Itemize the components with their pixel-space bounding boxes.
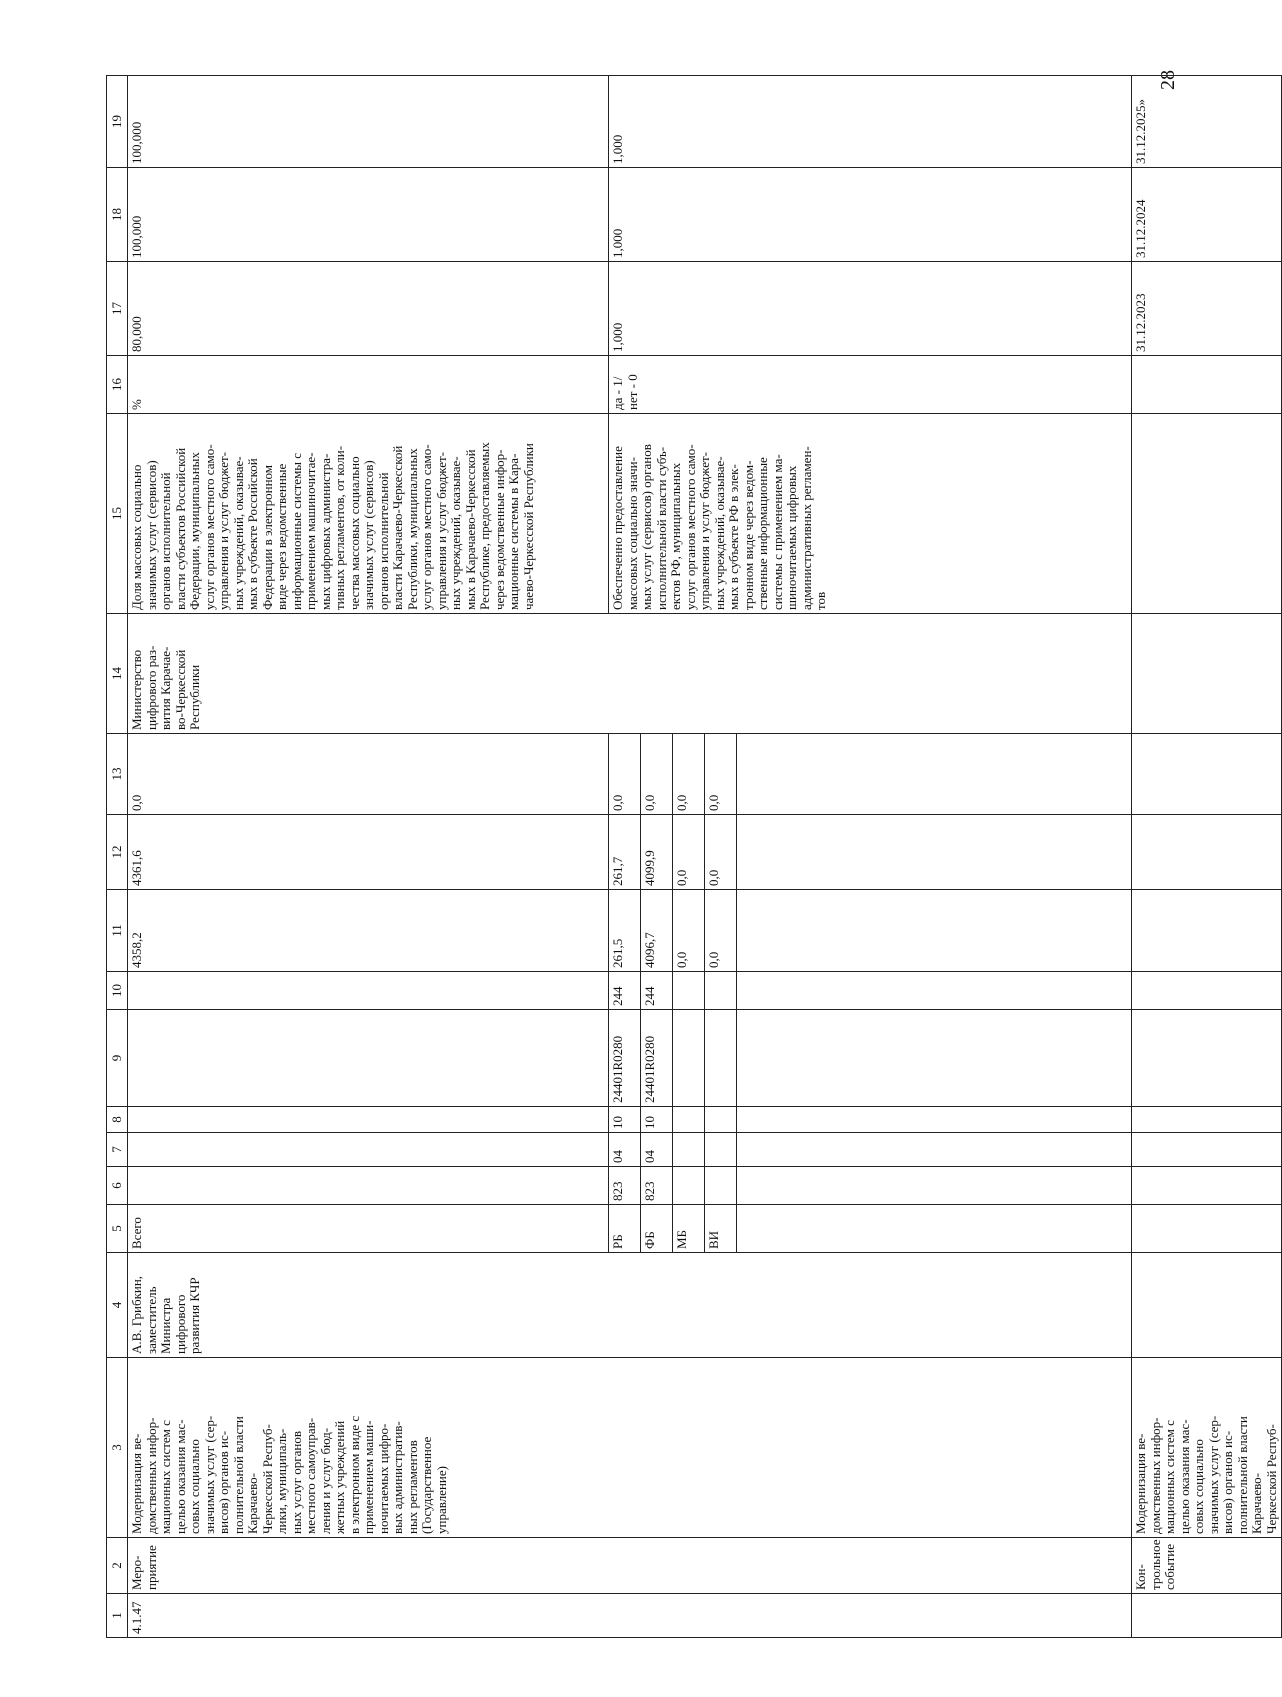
event-date-2025: 31.12.2025»	[1132, 76, 1282, 168]
indicator-unit: да - 1/ нет - 0	[609, 356, 1132, 414]
funding-source: Всего	[128, 1205, 609, 1253]
amount-2024: 4099,9	[641, 815, 673, 890]
col-number: 16	[107, 356, 128, 414]
vr-cell: 244	[609, 972, 641, 1010]
amount-2024	[737, 815, 1132, 890]
indicator-text: Обеспеченно предоставление массовых социально значи- мых услуг (сервисов) органов исполнительной власти субъ- ектов РФ, муниципальных услуг органов местного само- управления и услуг бюджет- ных учреждений, оказывае- мых в субъекте РФ в элек- тронном виде через ведом- ственные информационные системы с применением ма- шиночитаемых цифровых административных регламен- тов	[609, 414, 1132, 614]
col-number: 13	[107, 734, 128, 815]
csr-cell	[128, 1010, 609, 1107]
table-row	[1132, 76, 1282, 1638]
rotated-table-wrapper	[106, 76, 1279, 1638]
pr-cell	[128, 1107, 609, 1133]
event-number	[1132, 1594, 1282, 1638]
rz-cell	[673, 1133, 705, 1167]
pr-cell	[705, 1107, 737, 1133]
vr-cell	[673, 972, 705, 1010]
rz-cell	[128, 1133, 609, 1167]
amount-2023	[737, 890, 1132, 972]
indicator-2025: 100,000	[128, 76, 609, 168]
amount-2025: 0,0	[705, 734, 737, 815]
grbs-cell	[673, 1167, 705, 1205]
amount-2023: 0,0	[705, 890, 737, 972]
vr-cell: 244	[641, 972, 673, 1010]
pr-cell	[737, 1107, 1132, 1133]
csr-cell	[673, 1010, 705, 1107]
csr-cell	[705, 1010, 737, 1107]
csr-cell: 24401R0280	[641, 1010, 673, 1107]
measure-number: 4.1.47	[128, 1594, 1132, 1638]
event-date-2023: 31.12.2023	[1132, 262, 1282, 356]
funding-source: МБ	[673, 1205, 705, 1253]
pr-cell	[1132, 1107, 1282, 1133]
row-type: Меро- приятие	[128, 1538, 1132, 1594]
funding-source: ВИ	[705, 1205, 737, 1253]
col-number: 14	[107, 614, 128, 734]
grbs-cell: 823	[609, 1167, 641, 1205]
col-number: 2	[107, 1538, 128, 1594]
csr-cell: 24401R0280	[609, 1010, 641, 1107]
rz-cell: 04	[609, 1133, 641, 1167]
col-number: 7	[107, 1133, 128, 1167]
indicator-unit: %	[128, 356, 609, 414]
amount-2025: 0,0	[609, 734, 641, 815]
event-date-2024: 31.12.2024	[1132, 168, 1282, 262]
grbs-cell	[1132, 1167, 1282, 1205]
vr-cell	[1132, 972, 1282, 1010]
col-number: 10	[107, 972, 128, 1010]
amount-2023: 4096,7	[641, 890, 673, 972]
col-number: 18	[107, 168, 128, 262]
vr-cell	[705, 972, 737, 1010]
col-number: 4	[107, 1253, 128, 1358]
col-number: 17	[107, 262, 128, 356]
amount-2023	[1132, 890, 1282, 972]
column-number-row	[107, 76, 128, 1638]
amount-2025: 0,0	[641, 734, 673, 815]
rz-cell	[705, 1133, 737, 1167]
col-number: 8	[107, 1107, 128, 1133]
amount-2024: 261,7	[609, 815, 641, 890]
amount-2024: 4361,6	[128, 815, 609, 890]
funding-source	[1132, 1205, 1282, 1253]
indicator-2024: 1,000	[609, 168, 1132, 262]
amount-2024: 0,0	[705, 815, 737, 890]
amount-2023: 0,0	[673, 890, 705, 972]
amount-2023: 261,5	[609, 890, 641, 972]
pr-cell	[673, 1107, 705, 1133]
responsible-person	[1132, 1253, 1282, 1358]
grbs-cell	[737, 1167, 1132, 1205]
funding-source: ФБ	[641, 1205, 673, 1253]
amount-2025: 0,0	[673, 734, 705, 815]
pr-cell: 10	[641, 1107, 673, 1133]
col-number: 19	[107, 76, 128, 168]
amount-2025	[737, 734, 1132, 815]
rz-cell: 04	[641, 1133, 673, 1167]
indicator-2023: 1,000	[609, 262, 1132, 356]
table-row	[128, 76, 609, 1638]
pr-cell: 10	[609, 1107, 641, 1133]
program-table	[106, 75, 1282, 1638]
rz-cell	[737, 1133, 1132, 1167]
page-number: 28	[1157, 70, 1179, 90]
col-number: 3	[107, 1358, 128, 1538]
executor	[1132, 614, 1282, 734]
col-number: 5	[107, 1205, 128, 1253]
indicator-text	[1132, 414, 1282, 614]
csr-cell	[737, 1010, 1132, 1107]
grbs-cell	[705, 1167, 737, 1205]
amount-2025	[1132, 734, 1282, 815]
indicator-2024: 100,000	[128, 168, 609, 262]
amount-2023: 4358,2	[128, 890, 609, 972]
row-type: Кон- трольное событие	[1132, 1538, 1282, 1594]
measure-name: Модернизация ве- домственных инфор- мационных систем с целью оказания мас- совых социально значимых услуг (сер- висов) органов ис- полнительной власти Карачаево- Черкесской Респуб- лики, муниципаль- ных услуг органов местного самоуправ- ления и услуг бюд- жетных учреждений в электронном виде с применением маши- ночитаемых цифро- вых административ- ных регламентов (Государственное управление)	[128, 1358, 1132, 1538]
responsible-person: А.В. Грибкин, заместитель Министра цифрового развития КЧР	[128, 1253, 1132, 1358]
executor: Министерство цифрового раз- вития Карачае- во-Черкесской Республики	[128, 614, 1132, 734]
rz-cell	[1132, 1133, 1282, 1167]
indicator-2023: 80,000	[128, 262, 609, 356]
grbs-cell	[128, 1167, 609, 1205]
indicator-2025: 1,000	[609, 76, 1132, 168]
col-number: 11	[107, 890, 128, 972]
amount-2024: 0,0	[673, 815, 705, 890]
funding-source: РБ	[609, 1205, 641, 1253]
indicator-unit	[1132, 356, 1282, 414]
amount-2024	[1132, 815, 1282, 890]
funding-source	[737, 1205, 1132, 1253]
event-name: Модернизация ве- домственных инфор- мационных систем с целью оказания мас- совых социально значимых услуг (сер- висов) органов ис- полнительной власти Карачаево- Черкесской Респуб-	[1132, 1358, 1282, 1538]
col-number: 6	[107, 1167, 128, 1205]
vr-cell	[737, 972, 1132, 1010]
amount-2025: 0,0	[128, 734, 609, 815]
grbs-cell: 823	[641, 1167, 673, 1205]
vr-cell	[128, 972, 609, 1010]
col-number: 1	[107, 1594, 128, 1638]
indicator-text: Доля массовых социально значимых услуг (сервисов) органов исполнительной власти субъектов Российской Федерации, муниципальных услуг органов местного само- управления и услуг бюджет- ных учреждений, оказывае- мых в субъекте Российской Федерации в электронном виде через ведомственные информационные системы с применением машиночитае- мых цифровых администра- тивных регламентов, от коли- чества массовых социально значимых услуг (сервисов) органов исполнительной власти Карачаево-Черкесской Республики, муниципальных услуг органов местного само- управления и услуг бюджет- ных учреждений, оказывае- мых в Карачаево-Черкесской Республике, предоставляемых через ведомственные инфор- мационные системы в Кара- чаево-Черкесской Республики	[128, 414, 609, 614]
col-number: 12	[107, 815, 128, 890]
col-number: 15	[107, 414, 128, 614]
csr-cell	[1132, 1010, 1282, 1107]
col-number: 9	[107, 1010, 128, 1107]
